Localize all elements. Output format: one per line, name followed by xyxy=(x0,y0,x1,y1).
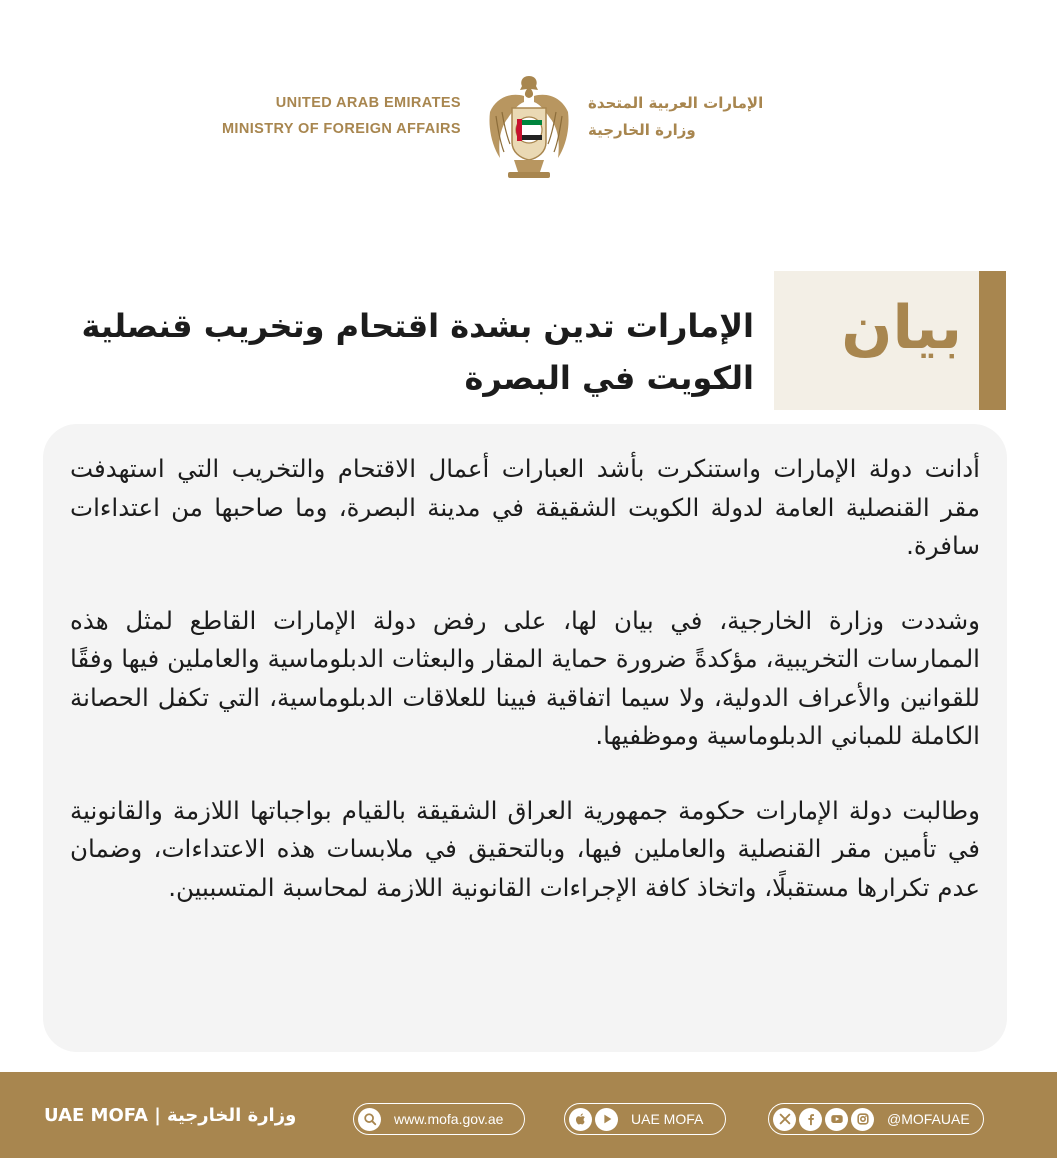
youtube-icon[interactable] xyxy=(825,1108,848,1131)
apple-icon xyxy=(569,1108,592,1131)
letterhead xyxy=(0,0,1057,260)
paragraph: وشددت وزارة الخارجية، في بيان لها، على رفض دولة الإمارات القاطع لمثل هذه الممارسات التخريبية، مؤكدةً ضرورة حماية المقار والبعثات الدبلوماسية والعاملين فيها وفقًا للقوانين والأعراف الدولية، ولا سيما اتفاقية فيينا للعلاقات الدبلوماسية، التي تكفل الحصانة الكاملة للمباني الدبلوماسية وموظفيها. xyxy=(70,605,980,750)
country-name-ar: الإمارات العربية المتحدة xyxy=(588,94,764,112)
instagram-icon[interactable] xyxy=(851,1108,874,1131)
title-line-1: الإمارات تدين بشدة اقتحام وتخريب قنصلية xyxy=(81,307,754,345)
play-store-icon xyxy=(595,1108,618,1131)
website-url: www.mofa.gov.ae xyxy=(394,1111,504,1127)
statement-badge xyxy=(774,271,1006,410)
facebook-icon[interactable] xyxy=(799,1108,822,1131)
statement-label: بيان xyxy=(841,293,962,363)
ministry-name-ar: وزارة الخارجية xyxy=(588,121,696,139)
uae-falcon-emblem-icon xyxy=(484,72,574,182)
ministry-name-en: MINISTRY OF FOREIGN AFFAIRS xyxy=(221,121,461,137)
badge-accent-bar xyxy=(979,271,1006,410)
footer-bar xyxy=(0,1072,1057,1158)
x-icon[interactable] xyxy=(773,1108,796,1131)
paragraph: وطالبت دولة الإمارات حكومة جمهورية العراق الشقيقة بالقيام بواجباتها اللازمة والقانونية في تأمين مقر القنصلية والعاملين فيها، وبالتحقيق في ملابسات هذه الاعتداءات، وضمان عدم تكرارها مستقبلًا، واتخاذ كافة الإجراءات القانونية اللازمة لمحاسبة المتسببين. xyxy=(70,795,980,902)
social-handle: @MOFAUAE xyxy=(887,1111,970,1127)
app-download-link[interactable] xyxy=(564,1103,726,1135)
website-link[interactable] xyxy=(353,1103,525,1135)
footer-brand: UAE MOFA | وزارة الخارجية xyxy=(44,1105,297,1126)
country-name-en: UNITED ARAB EMIRATES xyxy=(275,95,461,111)
search-icon xyxy=(358,1108,381,1131)
title-line-2: الكويت في البصرة xyxy=(464,359,754,397)
page-title xyxy=(54,300,754,404)
social-links[interactable] xyxy=(768,1103,984,1135)
app-name: UAE MOFA xyxy=(631,1111,704,1127)
paragraph: أدانت دولة الإمارات واستنكرت بأشد العبارات أعمال الاقتحام والتخريب التي استهدفت مقر القنصلية العامة لدولة الكويت الشقيقة في مدينة البصرة، وما صاحبها من اعتداءات سافرة. xyxy=(70,454,980,560)
statement-body xyxy=(70,450,980,907)
